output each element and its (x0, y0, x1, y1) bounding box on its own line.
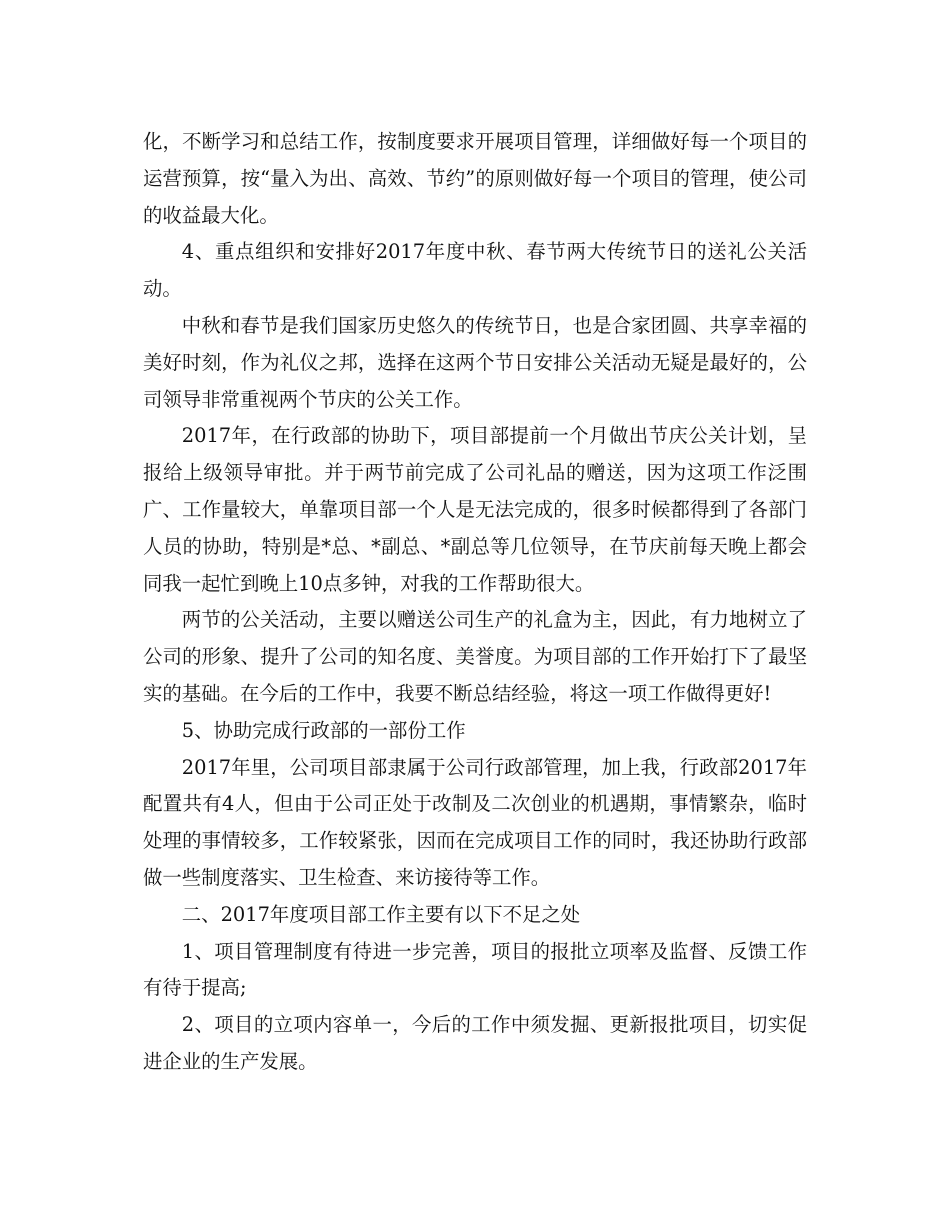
paragraph-admin-support: 2017年里，公司项目部隶属于公司行政部管理，加上我，行政部2017年配置共有4人，但由于公司正处于改制及二次创业的机遇期，事情繁杂，临时处理的事情较多，工作较紧张，因而在完成项目工作的同时，我还协助行政部做一些制度落实、卫生检查、来访接待等工作。 (143, 755, 807, 889)
paragraph-continuation: 化，不断学习和总结工作，按制度要求开展项目管理，详细做好每一个项目的运营预算，按“量入为出、高效、节约”的原则做好每一个项目的管理，使公司的收益最大化。 (143, 130, 807, 227)
document-body (143, 124, 807, 1081)
paragraph-item-5-heading: 5、协助完成行政部的一部份工作 (181, 718, 466, 742)
paragraph-item-4-heading: 4、重点组织和安排好2017年度中秋、春节两大传统节日的送礼公关活动。 (143, 240, 807, 301)
paragraph-shortcoming-1: 1、项目管理制度有待进一步完善，项目的报批立项率及监督、反馈工作有待于提高; (143, 939, 807, 1000)
paragraph-festival-intro: 中秋和春节是我们国家历史悠久的传统节日，也是合家团圆、共享幸福的美好时刻，作为礼仪之邦，选择在这两个节日安排公关活动无疑是最好的，公司领导非常重视两个节庆的公关工作。 (143, 313, 807, 411)
paragraph-2017-pr-plan: 2017年，在行政部的协助下，项目部提前一个月做出节庆公关计划，呈报给上级领导审批。并于两节前完成了公司礼品的赠送，因为这项工作泛围广、工作量较大，单靠项目部一个人是无法完成的，很多时候都得到了各部门人员的协助，特别是*总、*副总、*副总等几位领导，在节庆前每天晚上都会同我一起忙到晚上10点多钟，对我的工作帮助很大。 (143, 424, 807, 595)
paragraph-shortcoming-2: 2、项目的立项内容单一，今后的工作中须发掘、更新报批项目，切实促进企业的生产发展。 (143, 1013, 807, 1073)
section-heading-shortcomings: 二、2017年度项目部工作主要有以下不足之处 (181, 902, 581, 926)
paragraph-pr-results: 两节的公关活动，主要以赠送公司生产的礼盒为主，因此，有力地树立了公司的形象、提升了公司的知名度、美誉度。为项目部的工作开始打下了最坚实的基础。在今后的工作中，我要不断总结经验，将这一项工作做得更好! (143, 608, 807, 705)
